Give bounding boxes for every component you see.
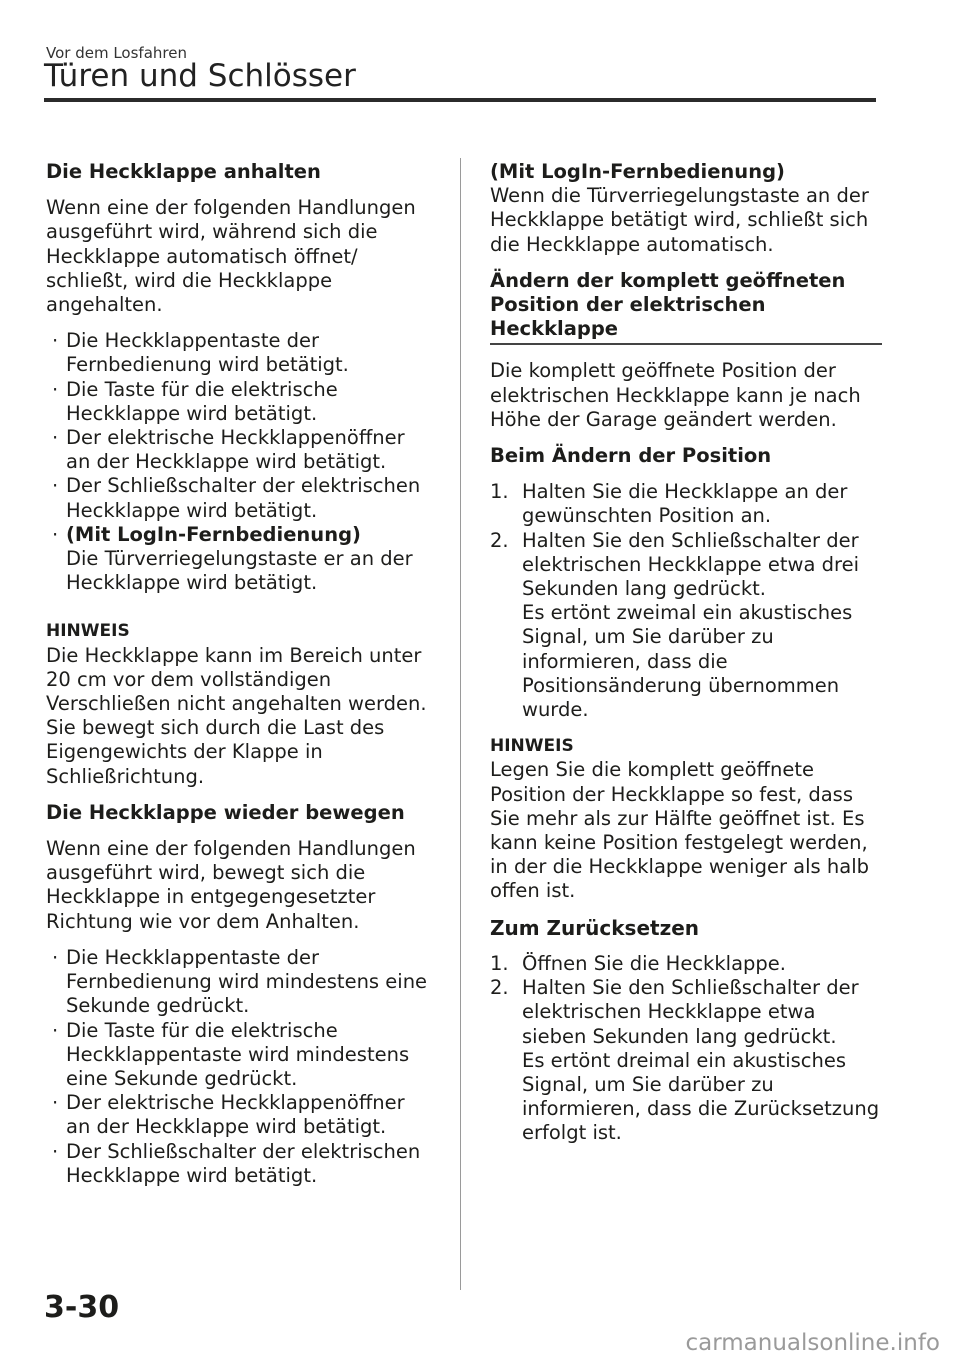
subheading-line: Position der elektrischen Heckklappe	[490, 293, 766, 341]
paragraph-position-intro: Die komplett geöffnete Position der elektrischen Heckklappe kann je nach Höhe der Garage geändert werden.	[490, 359, 861, 431]
step-text: Halten Sie den Schließschalter der elektrischen Heckklappe etwa drei Sekunden lang gedrückt.	[522, 528, 859, 601]
header-rule	[44, 98, 876, 102]
heading-stop-tailgate: Die Heckklappe anhalten	[46, 160, 321, 183]
list-item: · Der Schließschalter der elektrischen Heckklappe wird betätigt.	[46, 1140, 434, 1188]
step-item	[490, 976, 882, 1145]
list-item-login	[46, 523, 434, 596]
list-item: · Der Schließschalter der elektrischen Heckklappe wird betätigt.	[46, 474, 434, 522]
stop-conditions-list	[46, 329, 434, 595]
paragraph-resume-intro: Wenn eine der folgenden Handlungen ausgeführt wird, bewegt sich die Heckklappe in entgegengesetzter Richtung wie vor dem Anhalten.	[46, 837, 416, 933]
note-text: Die Heckklappe kann im Bereich unter 20 cm vor dem vollständigen Verschließen nicht angehalten werden. Sie bewegt sich durch die Last des Eigengewichts der Klappe in Schließrichtung.	[46, 643, 427, 788]
login-text: Die Türverriegelungstaste er an der Heckklappe wird betätigt.	[66, 547, 413, 595]
step-item	[490, 952, 882, 976]
step-number: 2.	[490, 976, 509, 1000]
step-extra: Es ertönt dreimal ein akustisches Signal, um Sie darüber zu informieren, dass die Zurücksetzung erfolgt ist.	[522, 1048, 880, 1145]
left-column	[46, 160, 434, 1212]
list-item: · Der elektrische Heckklappenöffner an der Heckklappe wird betätigt.	[46, 1091, 434, 1139]
list-item: · Die Heckklappentaste der Fernbedienung wird betätigt.	[46, 329, 434, 377]
login-paragraph: Wenn die Türverriegelungstaste an der Heckklappe betätigt wird, schließt sich die Heckklappe automatisch.	[490, 184, 869, 256]
paragraph-stop-intro: Wenn eine der folgenden Handlungen ausgeführt wird, während sich die Heckklappe automatisch öffnet/ schließt, wird die Heckklappe angehalten.	[46, 196, 416, 317]
step-item	[490, 480, 882, 528]
right-column	[490, 160, 882, 1158]
page-title: Türen und Schlösser	[44, 58, 356, 94]
heading-resume-tailgate: Die Heckklappe wieder bewegen	[46, 800, 405, 824]
header-section-label: Vor dem Losfahren	[46, 44, 187, 62]
note-label: HINWEIS	[46, 621, 130, 642]
step-number: 2.	[490, 528, 509, 552]
list-item: · Die Taste für die elektrische Heckklappe wird betätigt.	[46, 378, 434, 426]
resume-conditions-list	[46, 946, 434, 1188]
step-extra: Es ertönt zweimal ein akustisches Signal, um Sie darüber zu informieren, dass die Positionsänderung übernommen wurde.	[522, 601, 853, 722]
step-text: Halten Sie den Schließschalter der elektrischen Heckklappe etwa sieben Sekunden lang gedrückt.	[522, 976, 859, 1048]
note-text-right: Legen Sie die komplett geöffnete Position der Heckklappe so fest, dass Sie mehr als zur Hälfte geöffnet ist. Es kann keine Position festgelegt werden, in der die Heckklappe weniger als halb offen ist.	[490, 758, 869, 903]
login-label-right: (Mit LogIn-Fernbedienung)	[490, 160, 785, 183]
list-item: · Die Taste für die elektrische Heckklappentaste wird mindestens eine Sekunde gedrückt.	[46, 1019, 434, 1092]
list-item: · Der elektrische Heckklappenöffner an der Heckklappe wird betätigt.	[46, 426, 434, 474]
subheading-line: Ändern der komplett geöffneten	[490, 268, 846, 292]
step-number: 1.	[490, 480, 509, 504]
watermark: carmanualsonline.info	[685, 1330, 940, 1356]
note-label-right: HINWEIS	[490, 736, 574, 757]
step-text: Öffnen Sie die Heckklappe.	[522, 951, 786, 975]
step-item	[490, 529, 882, 723]
step-text: Halten Sie die Heckklappe an der gewünschten Position an.	[522, 480, 848, 528]
list-item: · Die Heckklappentaste der Fernbedienung wird mindestens eine Sekunde gedrückt.	[46, 946, 434, 1019]
reset-steps-list	[490, 952, 882, 1146]
page-number: 3-30	[44, 1290, 120, 1325]
change-steps-list	[490, 480, 882, 722]
login-label: · (Mit LogIn-Fernbedienung)	[66, 522, 361, 546]
subheading-change-position	[490, 269, 882, 346]
column-divider	[460, 158, 461, 1290]
heading-change-position: Beim Ändern der Position	[490, 444, 772, 468]
heading-reset: Zum Zurücksetzen	[490, 915, 700, 940]
step-number: 1.	[490, 951, 509, 975]
